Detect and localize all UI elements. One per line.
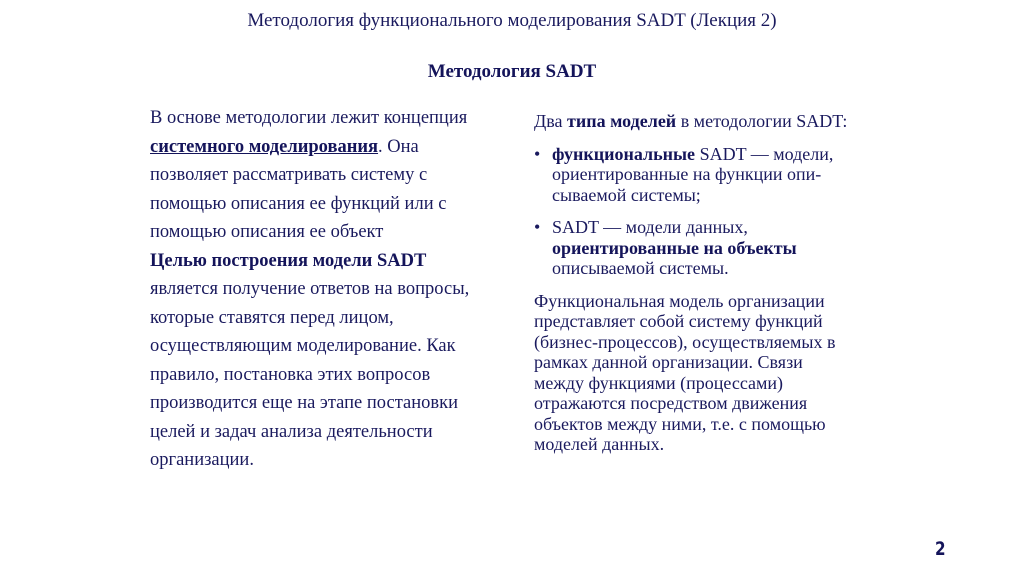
text-line	[150, 247, 510, 276]
text-line: помощью описания ее объект	[150, 222, 384, 242]
bullet-icon: •	[534, 143, 541, 164]
bullet-item-functional: • функциональные SADT — модели, ориентированные на функции опи- сываемой системы;	[534, 143, 834, 205]
text-line: организации.	[150, 450, 254, 470]
text-line: помощью описания ее функций или с	[150, 193, 447, 214]
model-types-intro: Два типа моделей в методологии SADT:	[534, 111, 848, 131]
text-line: целей и задач анализа деятельности	[150, 421, 433, 442]
text-line: осуществляющим моделирование. Как	[150, 336, 456, 356]
text-line: является получение ответов на вопросы,	[150, 279, 470, 299]
text-line: которые ставятся перед лицом,	[150, 307, 394, 328]
text-line: В основе методологии лежит концепция	[150, 108, 468, 128]
bullet-icon: •	[534, 217, 541, 237]
right-text-column	[534, 111, 894, 455]
system-modeling-term: системного моделирования	[150, 136, 379, 157]
slide-subtitle: Методология SADT	[427, 61, 597, 82]
text-line: позволяет рассматривать систему с	[150, 165, 428, 185]
text-line: производится еще на этапе постановки	[150, 393, 459, 413]
bullet-item-data: • SADT — модели данных, ориентированные на объекты описываемой системы.	[534, 217, 797, 278]
functional-model-paragraph: Функциональная модель организации представляет собой систему функций (бизнес-процессов), осуществляемых в рамках данной организации. Связи между функциями (процессами) отражаются посредством движения объектов между ними, т.е. с помощью моделей данных.	[534, 290, 836, 454]
text-line: правило, постановка этих вопросов	[150, 364, 431, 385]
page-number: 2	[935, 538, 946, 560]
left-text-column	[150, 104, 510, 475]
text-line: системного моделирования. Она	[150, 136, 419, 157]
goal-heading: Целью построения модели SADT	[150, 250, 427, 271]
slide-title: Методология функционального моделирования SADT (Лекция 2)	[247, 10, 777, 31]
